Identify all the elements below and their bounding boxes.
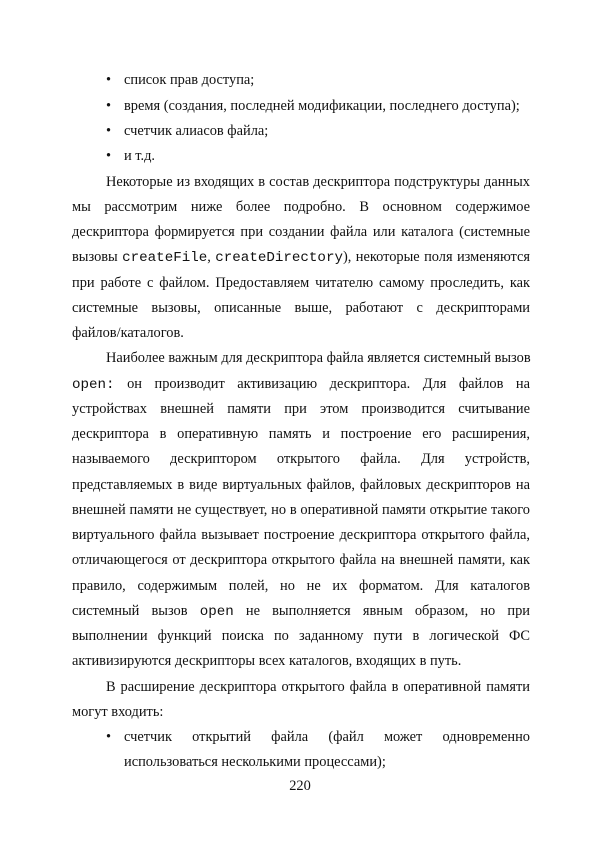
list-item-text: счетчик открытий файла (файл может одновременно <box>124 729 530 745</box>
text-span: системный вызов <box>72 603 200 619</box>
text-line: правило, содержимым полей, но не их форматом. Для каталогов <box>72 578 530 594</box>
text-line: активизируются дескрипторы всех каталогов, входящих в путь. <box>72 653 462 669</box>
text-line: отличающегося от дескриптора открытого файла на внешней памяти, как <box>72 552 530 568</box>
text-span: он производит активизацию дескриптора. Для файлов на <box>114 376 530 392</box>
code-create-file: createFile <box>122 250 208 266</box>
text-span: не выполняется явным образом, но при <box>233 603 530 619</box>
text-line: выполнении функций поиска по заданному пути в логической ФС <box>72 628 530 644</box>
text-line: В расширение дескриптора открытого файла в оперативной памяти <box>106 679 530 695</box>
bullet-marker: • <box>106 729 112 745</box>
text-line: могут входить: <box>72 704 164 720</box>
text-line: дескриптора формируется при создании файла или каталога (системные <box>72 224 530 240</box>
text-line: виртуального файла вызывает построение дескриптора открытого файла, <box>72 527 530 543</box>
text-line: Наиболее важным для дескриптора файла является системный вызов <box>106 350 531 366</box>
list-item-text: счетчик алиасов файла; <box>124 123 269 139</box>
text-line: называемого дескриптором открытого файла. Для устройств, <box>72 451 530 467</box>
bullet-marker: • <box>106 98 112 114</box>
text-line: файлов/каталогов. <box>72 325 184 341</box>
list-item-text: использоваться несколькими процессами); <box>124 754 386 770</box>
list-item-text: время (создания, последней модификации, последнего доступа); <box>124 98 520 114</box>
code-open: open <box>199 604 234 620</box>
text-line: системные вызовы, описанные выше, работают с дескрипторами <box>72 300 530 316</box>
text-line <box>72 245 530 270</box>
text-line: устройствах внешней памяти при этом производится считывание <box>72 401 530 417</box>
text-line <box>72 372 530 397</box>
code-open: open: <box>72 377 115 393</box>
text-line: мы рассмотрим ниже более подробно. В основном содержимое <box>72 199 530 215</box>
text-span: вызовы <box>72 249 123 265</box>
text-line: Некоторые из входящих в состав дескриптора подструктуры данных <box>106 174 530 190</box>
text-line: дескриптора в оперативную память и построение его расширения, <box>72 426 530 442</box>
bullet-marker: • <box>106 148 112 164</box>
text-line <box>72 599 530 624</box>
text-line: внешней памяти не существует, но в оперативной памяти открытие такого <box>72 502 530 518</box>
bullet-marker: • <box>106 72 112 88</box>
text-line: при работе с файлом. Предоставляем читателю самому проследить, как <box>72 275 530 291</box>
list-item-text: и т.д. <box>124 148 156 164</box>
list-item-text: список прав доступа; <box>124 72 255 88</box>
page-number: 220 <box>289 778 311 794</box>
bullet-marker: • <box>106 123 112 139</box>
text-span: ), некоторые поля изменяются <box>342 249 530 265</box>
code-create-directory: createDirectory <box>215 250 343 266</box>
text-span: , <box>207 249 216 265</box>
text-line: представляемых в виде виртуальных файлов, файловых дескрипторов на <box>72 477 530 493</box>
